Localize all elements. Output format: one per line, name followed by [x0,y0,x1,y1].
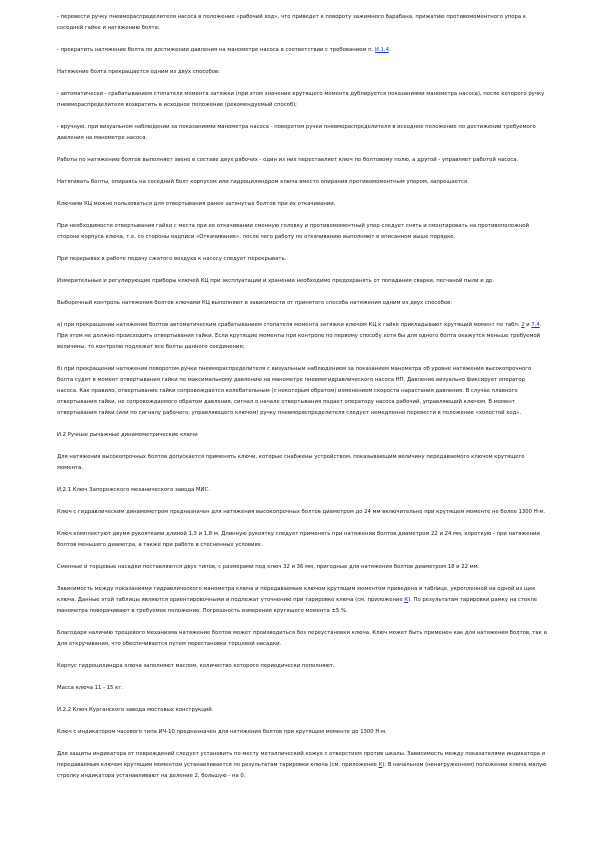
paragraph-text: Выборочный контроль натяжения болтов ключами КЦ выполняют в зависимости от принятого способа натяжения одним из двух способов: [57,300,453,306]
reference-link[interactable]: К [378,762,383,768]
paragraph-text: И.2.1 Ключ Запорожского механического завода МИС. [57,487,210,493]
paragraph [57,364,547,419]
paragraph [57,727,547,738]
paragraph-text: При перерывах в работе подачу сжатого воздуха к насосу следует перекрывать. [57,256,287,262]
paragraph [57,89,547,111]
reference-link[interactable]: 2 [521,322,525,328]
paragraph [57,529,547,551]
paragraph [57,584,547,617]
paragraph [57,155,547,166]
paragraph-text: Натягивать болты, опираясь на соседний болт корпусом или гидроцилиндром ключа вместо опирания противомоментным упором, запрещается. [57,179,469,185]
reference-link[interactable]: И.1.4 [374,47,389,53]
paragraph [57,430,547,441]
paragraph [57,683,547,694]
paragraph-text: Для защиты индикатора от повреждений следует установить по месту металлический кожух с отверстием против шкалы. Зависимость между показателями индикатора и передаваемым ключом крутящим моментом устанавливается по результатам тарировки ключа (см. приложение [57,751,546,768]
paragraph-text: И.2.2 Ключ Курганского завода мостовых конструкций. [57,707,214,713]
paragraph-text: Ключами КЦ можно пользоваться для отвертывания ранее затянутых болтов при их откачивании. [57,201,336,207]
paragraph-text: Корпус гидроцилиндра ключа заполняют маслом, количество которого периодически пополняют. [57,663,335,669]
paragraph [57,254,547,265]
paragraph-text: При необходимости отвертывания гайки с места при ее откачивании сменную головку и противомоментный упор следует снять и смонтировать на противоположной стороне корпуса ключа, т.е. со стороны надписи «Откачивание», после чего работу по откачиванию выполняют в описанном выше порядке. [57,223,529,240]
reference-link[interactable]: 7.4 [531,322,540,328]
document-body [57,12,547,793]
paragraph [57,705,547,716]
paragraph [57,67,547,78]
paragraph [57,122,547,144]
paragraph-text: - вручную, при визуальном наблюдении за показаниями манометра насоса - поворотом ручки пневмораспределителя в исходное положение по достижении требуемого давления на манометре насоса. [57,124,536,141]
paragraph-text: Сменные и торцевые насадки поставляются двух типов, с размерами под ключ 32 и 36 мм, пригодные для натяжения болтов диаметром 18 и 22 мм. [57,564,480,570]
paragraph-text: Зависимость между показаниями гидравлического манометра ключа и передаваемым ключом крутящим моментом приведена в таблице, укрепленной на одной из щек ключа. Данные этой таблицы являются ориентировочными и подлежат уточнению при тарировке ключа (см. приложение [57,586,536,603]
paragraph [57,320,547,353]
paragraph [57,298,547,309]
paragraph [57,661,547,672]
paragraph-text: а) при прекращении натяжения болтов автоматическим срабатыванием стопателя момента затяжки ключом КЦ к гайке прикладывают крутящий момент по табл. [57,322,522,328]
paragraph-text: и [524,322,532,328]
paragraph [57,45,547,56]
paragraph-text: Благодаря наличию трещевого механизма натяжение болтов может производиться без переустановки ключа. Ключ может быть применен как для натяжения болтов, так и для откручивания, что обеспечивается путем перестановки торцевой насадки. [57,630,547,647]
paragraph [57,12,547,34]
paragraph-text: - прекратить натяжение болта по достижении давления на манометре насоса в соответствии с требованием п. [57,47,375,53]
paragraph [57,562,547,573]
paragraph [57,485,547,496]
paragraph-text: ). В начальном (ненагруженном) положении ключа малую стрелку индикатора устанавливают на деление 2, большую - на 0. [57,762,547,779]
paragraph-text: Масса ключа 11 - 15 кг. [57,685,123,691]
paragraph [57,177,547,188]
paragraph-text: б) при прекращении натяжения поворотом ручки пневмораспределителя с визуальным наблюдением за показанием манометра об уровне натяжения высокопрочного болта судят в момент отвертывания гайки по максимальному давлению на манометре пневмогидравлического насоса НП. Давление визуально фиксирует оператор насоса. Как правило, отвертывание гайки сопровождается колебательным (с некоторым обратом) изменением скорости нарастания давления. В случае плавного отвертывания гайки, не сопровождаемого обратом давления, сигнал о начале отвертывания подает оператору насоса рабочий, управляющий ключом. В момент отвертывания гайки (или по сигналу рабочего, управляющего ключом) ручку пневмораспределителя следует немедленно перевести в положение «холостой ход». [57,366,532,416]
paragraph-text: . [388,47,391,53]
paragraph-text: Ключ с индикатором часового типа ИЧ-10 предназначен для натяжения болтов при крутящем моменте до 1300 Н·м. [57,729,387,735]
paragraph-text: . При этом не должно происходить отвертывания гайки. Если крутящие моменты при контроле по первому способу хотя бы для одного болта окажутся меньше требуемой величины, то контролю подлежат все болты данного соединения; [57,322,542,350]
paragraph-text: - автоматически - срабатыванием стопателя момента затяжки (при этом значение крутящего момента дублируется показаниями манометра насоса), после которого ручку пневмораспределителя возвратить в исходное положение (рекомендуемый способ); [57,91,545,108]
paragraph [57,199,547,210]
paragraph [57,507,547,518]
paragraph-text: Ключ комплектуют двумя рукоятками длиной 1,3 и 1,8 м. Длинную рукоятку следует применять при натяжении болтов диаметром 22 и 24 мм, короткую - при натяжении болтов меньшего диаметра, а также при работе в стесненных условиях. [57,531,540,548]
paragraph [57,452,547,474]
paragraph-text: Ключ с гидравлическим динамометром предназначен для натяжения высокопрочных болтов диаметром до 24 мм включительно при крутящем моменте не более 1300 Н·м. [57,509,546,515]
paragraph-text: ). По результатам тарировки рамку на стекле манометра поворачивают в требуемое положение. Погрешность измерения крутящего момента ±5 %. [57,597,538,614]
reference-link[interactable]: К [404,597,409,603]
paragraph [57,276,547,287]
paragraph-text: Для натяжения высокопрочных болтов допускается применять ключи, которые снабжены устройством, показывающим величину передаваемого ключом крутящего момента. [57,454,525,471]
paragraph-text: И.2 Ручные рычажные динамометрические ключи [57,432,198,438]
paragraph [57,749,547,782]
paragraph-text: Измерительные и регулирующие приборы ключей КЦ при эксплуатации и хранении необходимо предохранять от попадания сварки, песчаной пыли и др. [57,278,495,284]
paragraph [57,221,547,243]
paragraph-text: - перевести ручку пневмораспределителя насоса в положение «рабочий ход», что приведет к повороту зажимного барабана, прижатию противомоментного упора к соседней гайке и натяжению болта; [57,14,527,31]
paragraph [57,628,547,650]
paragraph-text: Натяжение болта прекращается одним из двух способов: [57,69,220,75]
paragraph-text: Работы по натяжению болтов выполняет звено в составе двух рабочих - один из них переставляет ключ по болтовому полю, а другой - управляет работой насоса. [57,157,519,163]
